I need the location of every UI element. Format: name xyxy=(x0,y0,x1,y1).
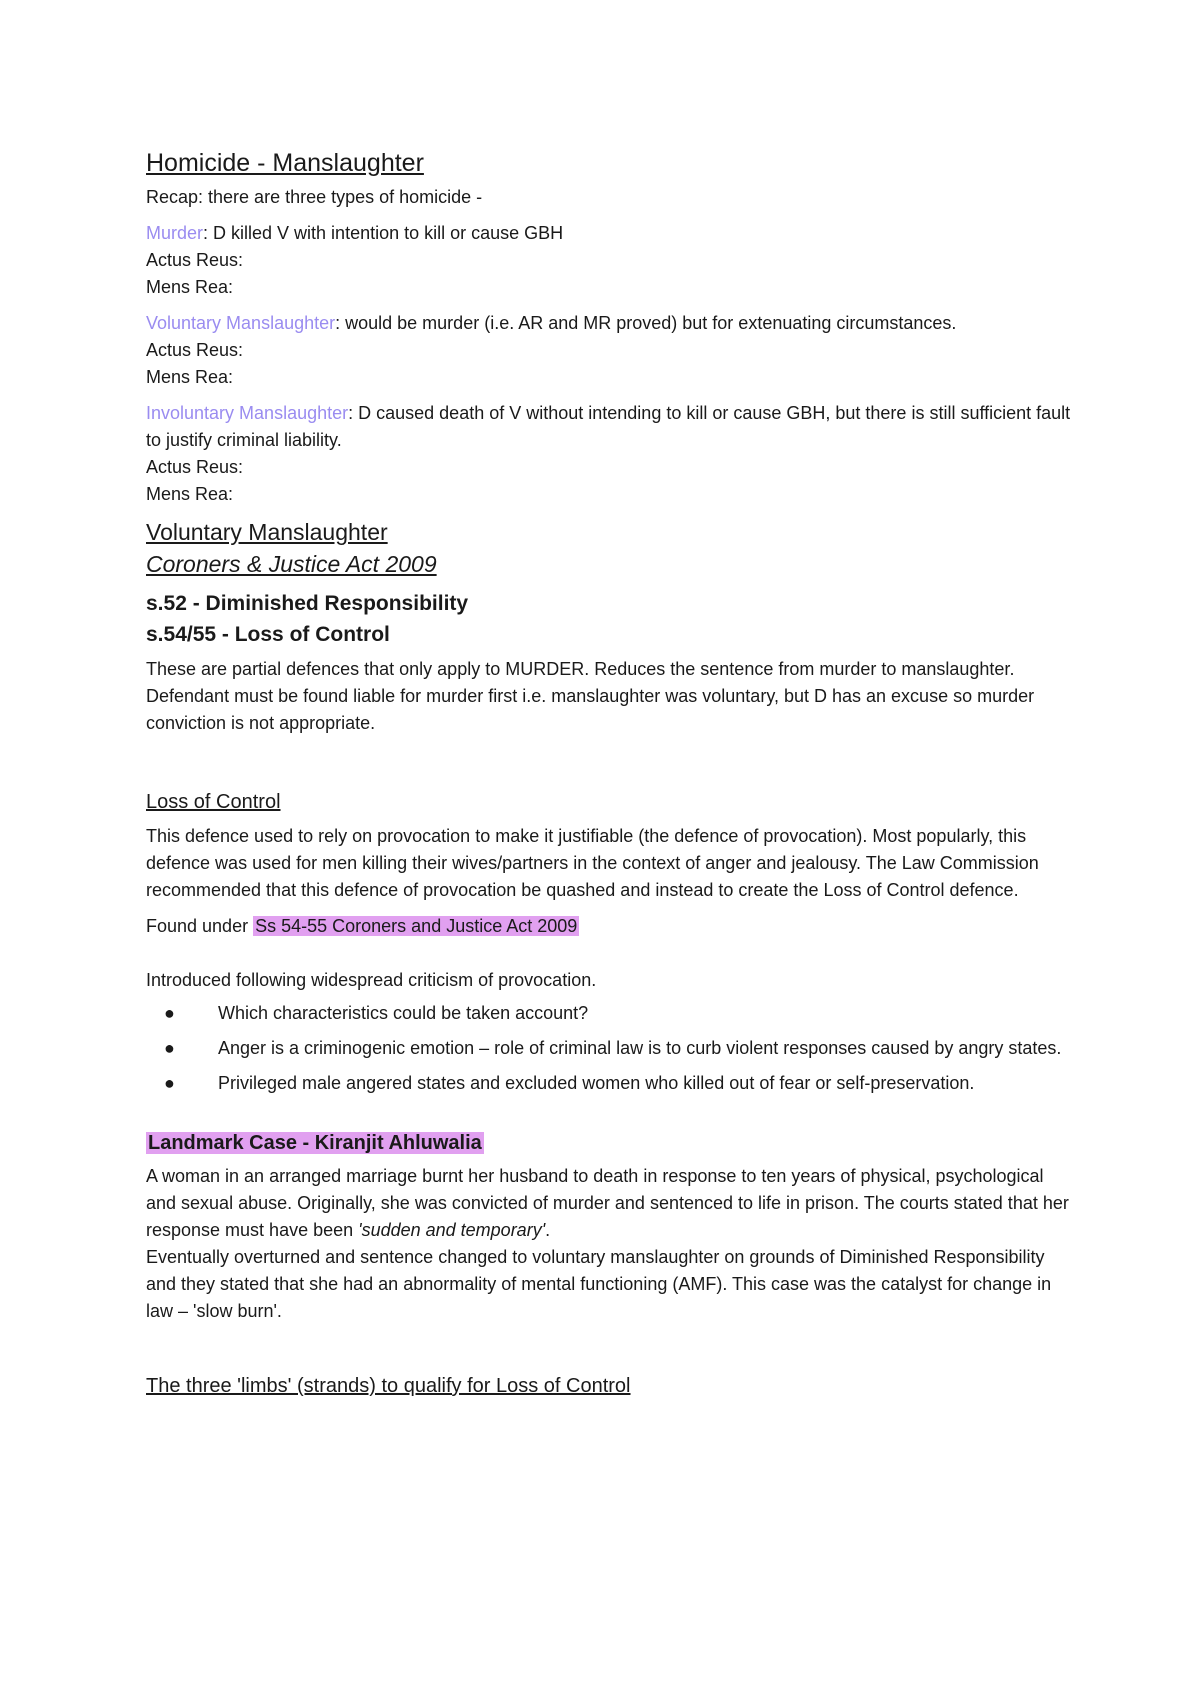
involuntary-actus-reus: Actus Reus: xyxy=(146,457,244,477)
murder-actus-reus: Actus Reus: xyxy=(146,250,244,270)
landmark-paragraph-1 xyxy=(146,1163,1076,1244)
voluntary-actus-reus: Actus Reus: xyxy=(146,340,244,360)
found-under-label: Found under xyxy=(146,916,249,936)
murder-term: Murder xyxy=(146,223,204,243)
involuntary-definition xyxy=(146,400,1076,454)
loc-paragraph: This defence used to rely on provocation to make it justifiable (the defence of provocation). Most popularly, this defence was used for men killing their wives/partners in the context of anger and jealousy. The Law Commission recommended that this defence of provocation be quashed and instead to create the Loss of Control defence. xyxy=(146,826,1039,900)
landmark-text-b: . xyxy=(545,1220,551,1240)
bullet-icon: ● xyxy=(164,1073,175,1093)
found-under-reference: Ss 54-55 Coroners and Justice Act 2009 xyxy=(255,916,578,936)
loc-introduced: Introduced following widespread criticism of provocation. xyxy=(146,970,597,990)
list-item xyxy=(146,1035,1076,1062)
list-item xyxy=(146,1000,1076,1027)
list-item-text: Which characteristics could be taken account? xyxy=(218,1003,589,1023)
involuntary-term: Involuntary Manslaughter xyxy=(146,403,349,423)
involuntary-definition-text: : D caused death of V without intending to kill or cause GBH, but there is still sufficient fault to justify criminal liability. xyxy=(146,403,1071,450)
limbs-heading: The three 'limbs' (strands) to qualify for Loss of Control xyxy=(146,1375,631,1397)
landmark-paragraph-2: Eventually overturned and sentence changed to voluntary manslaughter on grounds of Diminished Responsibility and they stated that she had an abnormality of mental functioning (AMF). This case was the catalyst for change in law – 'slow burn'. xyxy=(146,1247,1052,1321)
vm-heading: Voluntary Manslaughter xyxy=(146,519,388,545)
landmark-quote: 'sudden and temporary' xyxy=(358,1220,546,1240)
bullet-icon: ● xyxy=(164,1038,175,1058)
voluntary-mens-rea: Mens Rea: xyxy=(146,367,234,387)
murder-mens-rea: Mens Rea: xyxy=(146,277,234,297)
vm-s54: s.54/55 - Loss of Control xyxy=(146,623,390,646)
criticism-list xyxy=(146,1000,1076,1097)
list-item xyxy=(146,1070,1076,1097)
loc-heading: Loss of Control xyxy=(146,791,281,813)
bullet-icon: ● xyxy=(164,1003,175,1023)
list-item-text: Anger is a criminogenic emotion – role of criminal law is to curb violent responses caused by angry states. xyxy=(218,1038,1062,1058)
murder-block xyxy=(146,220,1076,301)
murder-definition-text: : D killed V with intention to kill or cause GBH xyxy=(203,223,564,243)
list-item-text: Privileged male angered states and excluded women who killed out of fear or self-preservation. xyxy=(218,1073,975,1093)
murder-definition xyxy=(146,220,1076,247)
voluntary-definition xyxy=(146,310,1076,337)
landmark-text-a: A woman in an arranged marriage burnt her husband to death in response to ten years of physical, psychological and sexual abuse. Originally, she was convicted of murder and sentenced to life in prison. The courts stated that her response must have been xyxy=(146,1166,1069,1240)
loc-found-under xyxy=(146,913,1076,940)
vm-section xyxy=(146,516,1076,737)
involuntary-mens-rea: Mens Rea: xyxy=(146,484,234,504)
vm-paragraph: These are partial defences that only apply to MURDER. Reduces the sentence from murder to manslaughter. Defendant must be found liable for murder first i.e. manslaughter was voluntary, but D has an excuse so murder conviction is not appropriate. xyxy=(146,659,1035,733)
recap-text: Recap: there are three types of homicide - xyxy=(146,187,483,207)
page-title: Homicide - Manslaughter xyxy=(146,149,424,177)
loc-section xyxy=(146,787,1076,1097)
voluntary-term: Voluntary Manslaughter xyxy=(146,313,336,333)
landmark-section xyxy=(146,1127,1076,1325)
vm-s52: s.52 - Diminished Responsibility xyxy=(146,592,469,615)
voluntary-definition-text: : would be murder (i.e. AR and MR proved) but for extenuating circumstances. xyxy=(335,313,957,333)
involuntary-block xyxy=(146,400,1076,508)
vm-act: Coroners & Justice Act 2009 xyxy=(146,551,437,577)
voluntary-block xyxy=(146,310,1076,391)
landmark-heading-line xyxy=(146,1127,1076,1159)
landmark-heading: Landmark Case - Kiranjit Ahluwalia xyxy=(148,1132,482,1154)
document-page xyxy=(146,146,1076,1401)
